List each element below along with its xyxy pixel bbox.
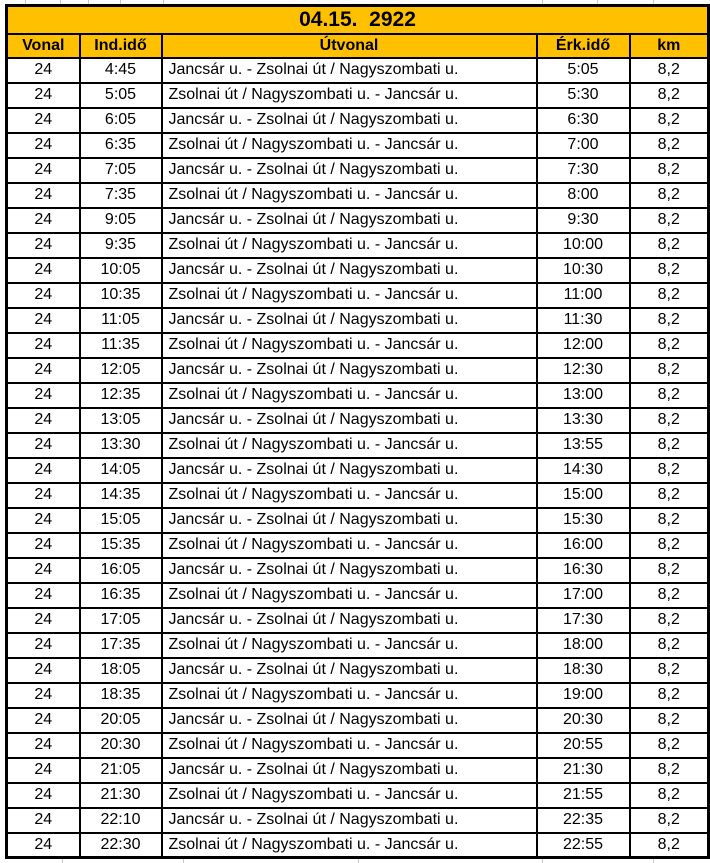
arrival-time-cell[interactable]: 14:30 (537, 458, 630, 483)
km-cell[interactable]: 8,2 (630, 133, 709, 158)
km-cell[interactable]: 8,2 (630, 833, 709, 858)
arrival-time-cell[interactable]: 7:00 (537, 133, 630, 158)
km-cell[interactable]: 8,2 (630, 358, 709, 383)
departure-time-cell[interactable]: 20:30 (80, 733, 162, 758)
arrival-time-cell[interactable]: 5:05 (537, 58, 630, 83)
departure-time-cell[interactable]: 15:05 (80, 508, 162, 533)
table-row (7, 283, 709, 308)
table-row (7, 308, 709, 333)
departure-time-cell[interactable]: 13:30 (80, 433, 162, 458)
table-row (7, 833, 709, 858)
vonal-cell[interactable]: 24 (7, 108, 80, 133)
departure-time-cell[interactable]: 14:35 (80, 483, 162, 508)
km-cell[interactable]: 8,2 (630, 433, 709, 458)
table-row (7, 633, 709, 658)
departure-time-cell[interactable]: 7:05 (80, 158, 162, 183)
route-cell[interactable]: Jancsár u. - Zsolnai út / Nagyszombati u. (162, 358, 537, 383)
departure-time-cell[interactable]: 11:05 (80, 308, 162, 333)
km-cell[interactable]: 8,2 (630, 383, 709, 408)
route-cell[interactable]: Jancsár u. - Zsolnai út / Nagyszombati u. (162, 558, 537, 583)
arrival-time-cell[interactable]: 22:35 (537, 808, 630, 833)
km-cell[interactable]: 8,2 (630, 658, 709, 683)
table-row (7, 683, 709, 708)
arrival-time-cell[interactable]: 20:55 (537, 733, 630, 758)
table-row (7, 783, 709, 808)
vonal-cell[interactable]: 24 (7, 583, 80, 608)
vonal-cell[interactable]: 24 (7, 158, 80, 183)
vonal-cell[interactable]: 24 (7, 358, 80, 383)
arrival-time-cell[interactable]: 11:30 (537, 308, 630, 333)
route-cell[interactable]: Jancsár u. - Zsolnai út / Nagyszombati u. (162, 158, 537, 183)
vonal-cell[interactable]: 24 (7, 683, 80, 708)
arrival-time-cell[interactable]: 16:00 (537, 533, 630, 558)
km-cell[interactable]: 8,2 (630, 683, 709, 708)
route-cell[interactable]: Zsolnai út / Nagyszombati u. - Jancsár u. (162, 433, 537, 458)
gridline (163, 0, 164, 4)
departure-time-cell[interactable]: 17:05 (80, 608, 162, 633)
arrival-time-cell[interactable]: 10:30 (537, 258, 630, 283)
route-cell[interactable]: Jancsár u. - Zsolnai út / Nagyszombati u. (162, 808, 537, 833)
arrival-time-cell[interactable]: 5:30 (537, 83, 630, 108)
route-cell[interactable]: Jancsár u. - Zsolnai út / Nagyszombati u. (162, 458, 537, 483)
vonal-cell[interactable]: 24 (7, 433, 80, 458)
gridline (358, 859, 359, 863)
vonal-cell[interactable]: 24 (7, 133, 80, 158)
table-row (7, 583, 709, 608)
table-row (7, 558, 709, 583)
km-cell[interactable]: 8,2 (630, 258, 709, 283)
timetable-body (7, 58, 709, 858)
route-cell[interactable]: Zsolnai út / Nagyszombati u. - Jancsár u. (162, 333, 537, 358)
departure-time-cell[interactable]: 10:05 (80, 258, 162, 283)
vonal-cell[interactable]: 24 (7, 333, 80, 358)
table-row (7, 808, 709, 833)
km-cell[interactable]: 8,2 (630, 183, 709, 208)
gridline (542, 859, 543, 863)
route-cell[interactable]: Jancsár u. - Zsolnai út / Nagyszombati u. (162, 208, 537, 233)
arrival-time-cell[interactable]: 8:00 (537, 183, 630, 208)
km-cell[interactable]: 8,2 (630, 808, 709, 833)
arrival-time-cell[interactable]: 9:30 (537, 208, 630, 233)
arrival-time-cell[interactable]: 13:30 (537, 408, 630, 433)
vonal-cell[interactable]: 24 (7, 383, 80, 408)
departure-time-cell[interactable]: 21:05 (80, 758, 162, 783)
arrival-time-cell[interactable]: 6:30 (537, 108, 630, 133)
vonal-cell[interactable]: 24 (7, 558, 80, 583)
route-cell[interactable]: Jancsár u. - Zsolnai út / Nagyszombati u. (162, 758, 537, 783)
column-header-utvonal[interactable]: Útvonal (162, 34, 537, 58)
departure-time-cell[interactable]: 9:05 (80, 208, 162, 233)
km-cell[interactable]: 8,2 (630, 558, 709, 583)
km-cell[interactable]: 8,2 (630, 533, 709, 558)
km-cell[interactable]: 8,2 (630, 733, 709, 758)
arrival-time-cell[interactable]: 22:55 (537, 833, 630, 858)
route-cell[interactable]: Zsolnai út / Nagyszombati u. - Jancsár u. (162, 583, 537, 608)
km-cell[interactable]: 8,2 (630, 783, 709, 808)
table-row (7, 183, 709, 208)
gridline (88, 0, 89, 4)
km-cell[interactable]: 8,2 (630, 233, 709, 258)
route-cell[interactable]: Zsolnai út / Nagyszombati u. - Jancsár u. (162, 83, 537, 108)
column-header-erk-ido[interactable]: Érk.idő (537, 34, 630, 58)
route-cell[interactable]: Jancsár u. - Zsolnai út / Nagyszombati u. (162, 308, 537, 333)
gridline (25, 0, 26, 4)
arrival-time-cell[interactable]: 15:00 (537, 483, 630, 508)
arrival-time-cell[interactable]: 11:00 (537, 283, 630, 308)
arrival-time-cell[interactable]: 21:55 (537, 783, 630, 808)
departure-time-cell[interactable]: 15:35 (80, 533, 162, 558)
arrival-time-cell[interactable]: 17:30 (537, 608, 630, 633)
column-header-km[interactable]: km (630, 34, 709, 58)
departure-time-cell[interactable]: 14:05 (80, 458, 162, 483)
route-cell[interactable]: Jancsár u. - Zsolnai út / Nagyszombati u. (162, 708, 537, 733)
vonal-cell[interactable]: 24 (7, 58, 80, 83)
arrival-time-cell[interactable]: 18:00 (537, 633, 630, 658)
arrival-time-cell[interactable]: 21:30 (537, 758, 630, 783)
arrival-time-cell[interactable]: 13:55 (537, 433, 630, 458)
departure-time-cell[interactable]: 4:45 (80, 58, 162, 83)
arrival-time-cell[interactable]: 12:30 (537, 358, 630, 383)
table-row (7, 508, 709, 533)
departure-time-cell[interactable]: 22:30 (80, 833, 162, 858)
route-cell[interactable]: Zsolnai út / Nagyszombati u. - Jancsár u. (162, 383, 537, 408)
km-cell[interactable]: 8,2 (630, 408, 709, 433)
vonal-cell[interactable]: 24 (7, 308, 80, 333)
route-cell[interactable]: Zsolnai út / Nagyszombati u. - Jancsár u. (162, 283, 537, 308)
departure-time-cell[interactable]: 5:05 (80, 83, 162, 108)
km-cell[interactable]: 8,2 (630, 308, 709, 333)
km-cell[interactable]: 8,2 (630, 108, 709, 133)
table-row (7, 408, 709, 433)
departure-time-cell[interactable]: 9:35 (80, 233, 162, 258)
vonal-cell[interactable]: 24 (7, 233, 80, 258)
departure-time-cell[interactable]: 17:35 (80, 633, 162, 658)
table-row (7, 158, 709, 183)
departure-time-cell[interactable]: 16:05 (80, 558, 162, 583)
departure-time-cell[interactable]: 20:05 (80, 708, 162, 733)
table-row (7, 433, 709, 458)
km-cell[interactable]: 8,2 (630, 758, 709, 783)
vonal-cell[interactable]: 24 (7, 633, 80, 658)
departure-time-cell[interactable]: 22:10 (80, 808, 162, 833)
table-row (7, 233, 709, 258)
timetable (5, 4, 710, 859)
route-cell[interactable]: Zsolnai út / Nagyszombati u. - Jancsár u. (162, 183, 537, 208)
arrival-time-cell[interactable]: 20:30 (537, 708, 630, 733)
route-cell[interactable]: Zsolnai út / Nagyszombati u. - Jancsár u. (162, 133, 537, 158)
arrival-time-cell[interactable]: 15:30 (537, 508, 630, 533)
vonal-cell[interactable]: 24 (7, 508, 80, 533)
table-row (7, 708, 709, 733)
route-cell[interactable]: Jancsár u. - Zsolnai út / Nagyszombati u. (162, 258, 537, 283)
table-row (7, 758, 709, 783)
vonal-cell[interactable]: 24 (7, 283, 80, 308)
vonal-cell[interactable]: 24 (7, 483, 80, 508)
route-cell[interactable]: Jancsár u. - Zsolnai út / Nagyszombati u. (162, 408, 537, 433)
route-cell[interactable]: Zsolnai út / Nagyszombati u. - Jancsár u. (162, 533, 537, 558)
departure-time-cell[interactable]: 16:35 (80, 583, 162, 608)
arrival-time-cell[interactable]: 13:00 (537, 383, 630, 408)
route-cell[interactable]: Zsolnai út / Nagyszombati u. - Jancsár u. (162, 833, 537, 858)
vonal-cell[interactable]: 24 (7, 708, 80, 733)
gridline (653, 859, 654, 863)
vonal-cell[interactable]: 24 (7, 258, 80, 283)
route-cell[interactable]: Jancsár u. - Zsolnai út / Nagyszombati u. (162, 508, 537, 533)
gridline (183, 859, 184, 863)
table-row (7, 383, 709, 408)
departure-time-cell[interactable]: 6:05 (80, 108, 162, 133)
departure-time-cell[interactable]: 12:35 (80, 383, 162, 408)
gridline (120, 0, 121, 4)
km-cell[interactable]: 8,2 (630, 633, 709, 658)
departure-time-cell[interactable]: 12:05 (80, 358, 162, 383)
spreadsheet-gridline-strip-top (0, 0, 710, 4)
gridline (62, 859, 63, 863)
vonal-cell[interactable]: 24 (7, 783, 80, 808)
gridline (542, 0, 543, 4)
route-cell[interactable]: Zsolnai út / Nagyszombati u. - Jancsár u. (162, 633, 537, 658)
departure-time-cell[interactable]: 6:35 (80, 133, 162, 158)
route-cell[interactable]: Zsolnai út / Nagyszombati u. - Jancsár u. (162, 783, 537, 808)
arrival-time-cell[interactable]: 19:00 (537, 683, 630, 708)
km-cell[interactable]: 8,2 (630, 608, 709, 633)
route-cell[interactable]: Jancsár u. - Zsolnai út / Nagyszombati u. (162, 108, 537, 133)
route-cell[interactable]: Zsolnai út / Nagyszombati u. - Jancsár u. (162, 733, 537, 758)
vonal-cell[interactable]: 24 (7, 408, 80, 433)
arrival-time-cell[interactable]: 18:30 (537, 658, 630, 683)
arrival-time-cell[interactable]: 12:00 (537, 333, 630, 358)
table-row (7, 658, 709, 683)
departure-time-cell[interactable]: 10:35 (80, 283, 162, 308)
column-header-vonal[interactable]: Vonal (7, 34, 80, 58)
timetable-title[interactable]: 04.15. 2922 (7, 6, 709, 34)
gridline (597, 0, 598, 4)
departure-time-cell[interactable]: 13:05 (80, 408, 162, 433)
km-cell[interactable]: 8,2 (630, 58, 709, 83)
km-cell[interactable]: 8,2 (630, 208, 709, 233)
vonal-cell[interactable]: 24 (7, 608, 80, 633)
route-cell[interactable]: Zsolnai út / Nagyszombati u. - Jancsár u. (162, 233, 537, 258)
vonal-cell[interactable]: 24 (7, 533, 80, 558)
km-cell[interactable]: 8,2 (630, 583, 709, 608)
table-row (7, 533, 709, 558)
departure-time-cell[interactable]: 7:35 (80, 183, 162, 208)
table-row (7, 133, 709, 158)
km-cell[interactable]: 8,2 (630, 458, 709, 483)
arrival-time-cell[interactable]: 10:00 (537, 233, 630, 258)
vonal-cell[interactable]: 24 (7, 733, 80, 758)
table-row (7, 458, 709, 483)
table-row (7, 258, 709, 283)
vonal-cell[interactable]: 24 (7, 183, 80, 208)
departure-time-cell[interactable]: 21:30 (80, 783, 162, 808)
route-cell[interactable]: Zsolnai út / Nagyszombati u. - Jancsár u. (162, 483, 537, 508)
table-row (7, 733, 709, 758)
vonal-cell[interactable]: 24 (7, 208, 80, 233)
vonal-cell[interactable]: 24 (7, 658, 80, 683)
gridline (653, 0, 654, 4)
km-cell[interactable]: 8,2 (630, 83, 709, 108)
route-cell[interactable]: Jancsár u. - Zsolnai út / Nagyszombati u. (162, 658, 537, 683)
vonal-cell[interactable]: 24 (7, 458, 80, 483)
arrival-time-cell[interactable]: 16:30 (537, 558, 630, 583)
departure-time-cell[interactable]: 18:05 (80, 658, 162, 683)
table-row (7, 83, 709, 108)
km-cell[interactable]: 8,2 (630, 508, 709, 533)
route-cell[interactable]: Jancsár u. - Zsolnai út / Nagyszombati u. (162, 608, 537, 633)
table-row (7, 58, 709, 83)
km-cell[interactable]: 8,2 (630, 483, 709, 508)
arrival-time-cell[interactable]: 17:00 (537, 583, 630, 608)
route-cell[interactable]: Zsolnai út / Nagyszombati u. - Jancsár u. (162, 683, 537, 708)
vonal-cell[interactable]: 24 (7, 83, 80, 108)
column-header-ind-ido[interactable]: Ind.idő (80, 34, 162, 58)
arrival-time-cell[interactable]: 7:30 (537, 158, 630, 183)
departure-time-cell[interactable]: 11:35 (80, 333, 162, 358)
km-cell[interactable]: 8,2 (630, 708, 709, 733)
vonal-cell[interactable]: 24 (7, 833, 80, 858)
table-row (7, 333, 709, 358)
km-cell[interactable]: 8,2 (630, 283, 709, 308)
route-cell[interactable]: Jancsár u. - Zsolnai út / Nagyszombati u. (162, 58, 537, 83)
spreadsheet-gridline-strip-bottom (0, 859, 710, 863)
gridline (60, 0, 61, 4)
header-row (7, 34, 709, 58)
table-row (7, 608, 709, 633)
km-cell[interactable]: 8,2 (630, 158, 709, 183)
title-row (7, 6, 709, 34)
departure-time-cell[interactable]: 18:35 (80, 683, 162, 708)
table-row (7, 483, 709, 508)
table-row (7, 358, 709, 383)
table-row (7, 108, 709, 133)
table-row (7, 208, 709, 233)
km-cell[interactable]: 8,2 (630, 333, 709, 358)
vonal-cell[interactable]: 24 (7, 808, 80, 833)
vonal-cell[interactable]: 24 (7, 758, 80, 783)
